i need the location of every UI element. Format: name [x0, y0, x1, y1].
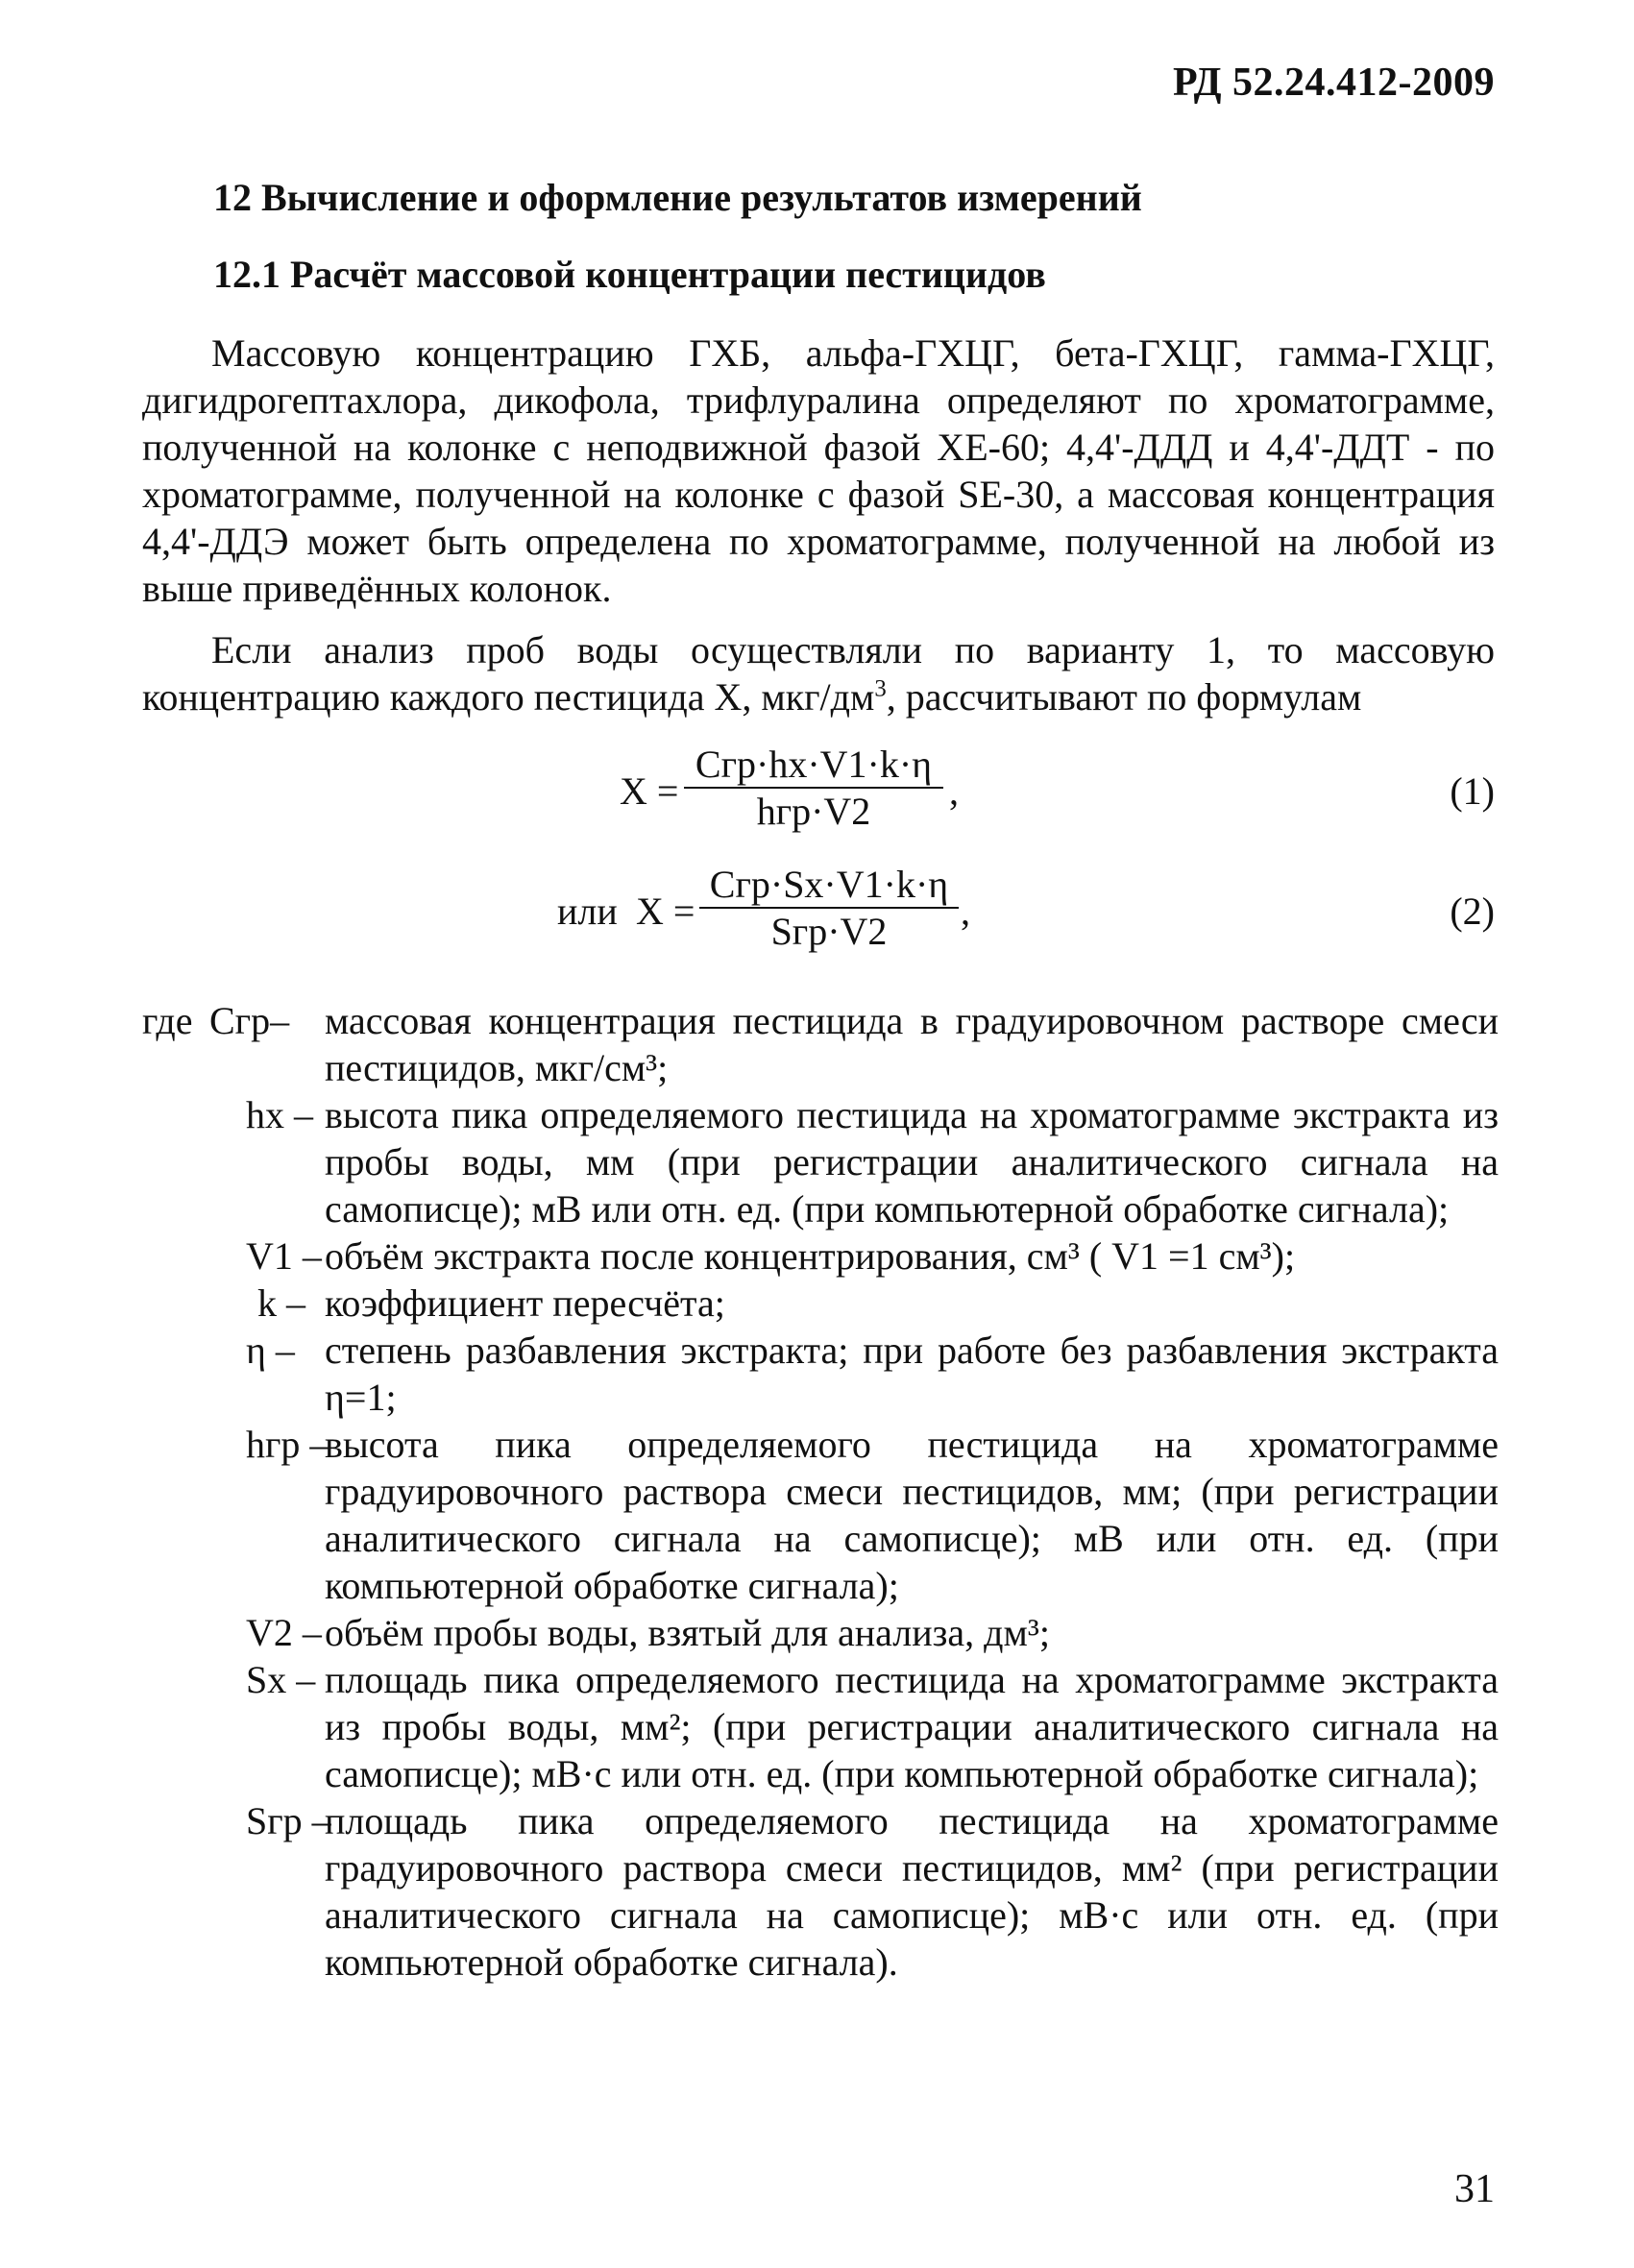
formula-fraction — [699, 862, 959, 954]
definition-symbol: Sгр – — [246, 1799, 331, 1842]
definition-item — [142, 1797, 1499, 1986]
definition-list — [142, 997, 1499, 1986]
definition-text: высота пика определяемого пестицида на хроматограмме экстракта из пробы воды, мм (при регистрации аналитического сигнала на самописце); мВ или отн. ед. (при компьютерной обработке сигнала); — [325, 1093, 1499, 1231]
paragraph-text-end: , рассчитывают по формулам — [886, 675, 1362, 719]
subsection-heading: 12.1 Расчёт массовой концентрации пестицидов — [213, 253, 1046, 296]
superscript: 3 — [874, 675, 887, 702]
definition-text: объём экстракта после концентрирования, см³ ( V1 =1 см³); — [325, 1234, 1296, 1278]
definition-text: высота пика определяемого пестицида на хроматограмме градуировочного раствора смеси пестицидов, мм; (при регистрации аналитического сигнала на самописце); мВ или отн. ед. (при компьютерной обработке сигнала); — [325, 1423, 1499, 1607]
formula-lhs: X = — [620, 769, 679, 813]
definition-item — [142, 1280, 1499, 1327]
definition-symbol: V1 – — [246, 1234, 322, 1278]
formula-numerator: Cгр·hx·V1·k·η — [695, 743, 933, 786]
definition-item — [142, 997, 1499, 1091]
formula-prefix: или — [557, 890, 618, 933]
paragraph-text: Если анализ проб воды осуществляли по варианту 1, то массовую концентрацию каждого пестицида X, мкг/дм — [142, 628, 1495, 719]
variable-definitions — [142, 997, 1499, 1986]
definition-text: площадь пика определяемого пестицида на хроматограмме экстракта из пробы воды, мм²; (при регистрации аналитического сигнала на самописце); мВ·с или отн. ед. (при компьютерной обработке сигнала); — [325, 1658, 1499, 1795]
definition-symbol: hx – — [246, 1093, 313, 1136]
definition-symbol: η – — [246, 1329, 295, 1372]
where-label: где — [142, 999, 193, 1042]
definition-text: площадь пика определяемого пестицида на хроматограмме градуировочного раствора смеси пестицидов, мм² (при регистрации аналитического сигнала на самописце); мВ·с или отн. ед. (при компьютерной обработке сигнала). — [325, 1799, 1499, 1984]
definition-item — [142, 1327, 1499, 1421]
formula-numerator: Cгр·Sx·V1·k·η — [709, 863, 949, 906]
definition-text: степень разбавления экстракта; при работе без разбавления экстракта η=1; — [325, 1329, 1499, 1419]
formula-fraction — [684, 742, 943, 834]
definition-item — [142, 1232, 1499, 1280]
equation-number-2: (2) — [1450, 890, 1495, 933]
formula-denominator: hгр·V2 — [756, 790, 871, 833]
formula-comma: , — [949, 769, 959, 813]
equation-number-1: (1) — [1450, 769, 1495, 813]
formula-comma: , — [961, 890, 970, 933]
definition-text: массовая концентрация пестицида в градуировочном растворе смеси пестицидов, мкг/см³; — [325, 999, 1499, 1089]
section-heading: 12 Вычисление и оформление результатов измерений — [213, 176, 1142, 219]
definition-symbol: k – — [257, 1281, 305, 1325]
definition-item — [142, 1421, 1499, 1609]
document-code: РД 52.24.412-2009 — [1172, 61, 1495, 105]
definition-symbol: hгр – — [246, 1423, 329, 1466]
paragraph-formula-intro — [142, 626, 1495, 720]
definition-symbol: Cгр– — [209, 999, 290, 1042]
formula-lhs: X = — [636, 890, 695, 933]
paragraph-columns: Массовую концентрацию ГХБ, альфа-ГХЦГ, бета-ГХЦГ, гамма-ГХЦГ, дигидрогептахлора, дикофола, трифлуралина определяют по хроматограмме, полученной на колонке с неподвижной фазой ХЕ-60; 4,4'-ДДД и 4,4'-ДДТ - по хроматограмме, полученной на колонке с фазой SE-30, а массовая концентрация 4,4'-ДДЭ может быть определена по хроматограмме, полученной на любой из выше приведённых колонок. — [142, 331, 1495, 610]
definition-item — [142, 1656, 1499, 1797]
definition-symbol: V2 – — [246, 1611, 322, 1654]
definition-item — [142, 1091, 1499, 1232]
formula-denominator: Sгр·V2 — [770, 910, 888, 953]
definition-symbol: Sx – — [246, 1658, 316, 1701]
definition-item — [142, 1609, 1499, 1656]
page-number: 31 — [1454, 2167, 1495, 2211]
definition-text: объём пробы воды, взятый для анализа, дм³; — [325, 1611, 1050, 1654]
definition-text: коэффициент пересчёта; — [325, 1281, 725, 1325]
